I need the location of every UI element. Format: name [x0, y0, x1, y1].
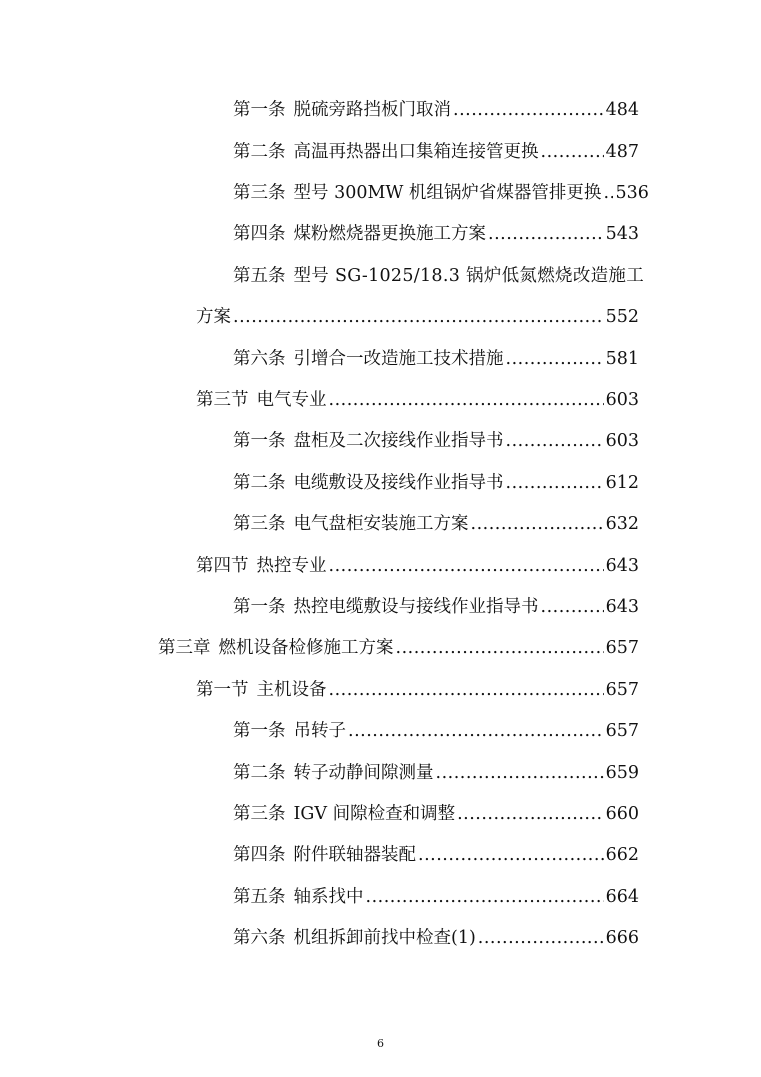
- toc-entry-label: 第三节: [196, 390, 249, 410]
- toc-entry[interactable]: [233, 717, 639, 745]
- toc-entry-label: 第二条: [233, 142, 286, 162]
- toc-entry-page: 643: [605, 556, 639, 576]
- dot-leader: [603, 179, 613, 207]
- toc-entry-label: 第四节: [196, 556, 249, 576]
- toc-entry-title: 脱硫旁路挡板门取消: [293, 100, 451, 120]
- toc-entry[interactable]: [233, 593, 639, 621]
- toc-entry[interactable]: [233, 800, 639, 828]
- dot-leader: [418, 841, 604, 869]
- toc-entry[interactable]: [233, 427, 639, 455]
- dot-leader: [329, 676, 604, 704]
- toc-entry-page: 666: [605, 928, 639, 948]
- toc-entry-label: 第一条: [233, 431, 286, 451]
- toc-entry-label: 第一条: [233, 597, 286, 617]
- toc-entry-page: 643: [605, 597, 639, 617]
- toc-entry-page: 484: [605, 100, 639, 120]
- dot-leader: [506, 469, 604, 497]
- toc-entry-title: 转子动静间隙测量: [293, 763, 434, 783]
- toc-entry-title: 主机设备: [256, 680, 327, 700]
- toc-entry[interactable]: [233, 759, 639, 787]
- toc-entry-label: 第五条: [233, 887, 286, 907]
- dot-leader: [478, 924, 604, 952]
- dot-leader: [506, 427, 604, 455]
- dot-leader: [329, 386, 604, 414]
- toc-entry-title: IGV 间隙检查和调整: [293, 804, 456, 824]
- toc-entry-label: 第二条: [233, 763, 286, 783]
- toc-entry-title: 电气盘柜安装施工方案: [293, 514, 469, 534]
- toc-entry-page: 487: [605, 142, 639, 162]
- toc-entry-title: 型号 300MW 机组锅炉省煤器管排更换: [293, 183, 602, 203]
- toc-entry-title: 轴系找中: [293, 887, 364, 907]
- toc-entry-title: 引增合一改造施工技术措施: [293, 349, 504, 369]
- toc-entry[interactable]: [233, 841, 639, 869]
- toc-entry-page: 603: [605, 431, 639, 451]
- toc-entry-label: 第二条: [233, 473, 286, 493]
- toc-entry-title: 附件联轴器装配: [293, 845, 416, 865]
- toc-entry-label: 第六条: [233, 928, 286, 948]
- toc-entry[interactable]: [233, 883, 639, 911]
- toc-entry-title: 电气专业: [256, 390, 327, 410]
- toc-entry-page: 657: [605, 638, 639, 658]
- dot-leader: [506, 345, 604, 373]
- toc-entry[interactable]: [233, 345, 639, 373]
- toc-entry-label: 第四条: [233, 224, 286, 244]
- toc-entry-page: 603: [605, 390, 639, 410]
- toc-entry-page: 657: [605, 721, 639, 741]
- toc-chapter-entry[interactable]: [158, 634, 639, 662]
- dot-leader: [457, 800, 604, 828]
- toc-entry-page: 581: [605, 349, 639, 369]
- toc-entry-page: 552: [605, 307, 639, 327]
- toc-entry[interactable]: [233, 469, 639, 497]
- dot-leader: [329, 552, 604, 580]
- dot-leader: [396, 634, 604, 662]
- toc-entry-label: 第三章: [158, 638, 211, 658]
- dot-leader: [471, 510, 604, 538]
- dot-leader: [233, 303, 604, 331]
- dot-leader: [541, 593, 604, 621]
- toc-entry-label: 第一节: [196, 680, 249, 700]
- toc-entry-title: 热控专业: [256, 556, 327, 576]
- toc-entry-title: 燃机设备检修施工方案: [218, 638, 394, 658]
- toc-entry-title: 吊转子: [293, 721, 346, 741]
- toc-section-entry[interactable]: [196, 386, 639, 414]
- toc-entry-title: 电缆敷设及接线作业指导书: [293, 473, 504, 493]
- toc-entry[interactable]: [233, 924, 639, 952]
- dot-leader: [541, 138, 604, 166]
- dot-leader: [436, 759, 604, 787]
- toc-entry-label: 第三条: [233, 804, 286, 824]
- toc-entry-page: 657: [605, 680, 639, 700]
- toc-entry-title: 机组拆卸前找中检查(1): [293, 928, 476, 948]
- toc-section-entry[interactable]: [196, 552, 639, 580]
- toc-entry-label: 第三条: [233, 514, 286, 534]
- toc-entry-page: 659: [605, 763, 639, 783]
- toc-entry[interactable]: [233, 220, 639, 248]
- toc-entry-title: 型号 SG-1025/18.3 锅炉低氮燃烧改造施工: [293, 266, 645, 286]
- toc-entry-page: 612: [605, 473, 639, 493]
- toc-entry-title: 高温再热器出口集箱连接管更换: [293, 142, 539, 162]
- toc-entry-page: 536: [615, 183, 649, 203]
- toc-entry-title: 煤粉燃烧器更换施工方案: [293, 224, 486, 244]
- toc-section-entry[interactable]: [196, 676, 639, 704]
- toc-entry[interactable]: [233, 262, 645, 290]
- toc-entry-label: 第一条: [233, 100, 286, 120]
- toc-entry-page: 662: [605, 845, 639, 865]
- page-number: 6: [377, 1037, 384, 1050]
- toc-entry[interactable]: [233, 96, 639, 124]
- toc-entry-label: 第六条: [233, 349, 286, 369]
- dot-leader: [366, 883, 604, 911]
- toc-entry-page: 660: [605, 804, 639, 824]
- toc-entry[interactable]: [233, 510, 639, 538]
- toc-entry-label: 第三条: [233, 183, 286, 203]
- dot-leader: [348, 717, 604, 745]
- toc-entry-label: 第五条: [233, 266, 286, 286]
- toc-entry-label: 第四条: [233, 845, 286, 865]
- toc-entry[interactable]: [233, 138, 639, 166]
- toc-entry-label: 第一条: [233, 721, 286, 741]
- toc-entry-page: 632: [605, 514, 639, 534]
- toc-entry-title: 盘柜及二次接线作业指导书: [293, 431, 504, 451]
- toc-entry[interactable]: [233, 179, 649, 207]
- dot-leader: [453, 96, 604, 124]
- toc-entry[interactable]: [196, 303, 639, 331]
- dot-leader: [488, 220, 604, 248]
- toc-entry-title: 方案: [196, 307, 231, 327]
- toc-entry-title: 热控电缆敷设与接线作业指导书: [293, 597, 539, 617]
- toc-entry-page: 543: [605, 224, 639, 244]
- toc-entry-page: 664: [605, 887, 639, 907]
